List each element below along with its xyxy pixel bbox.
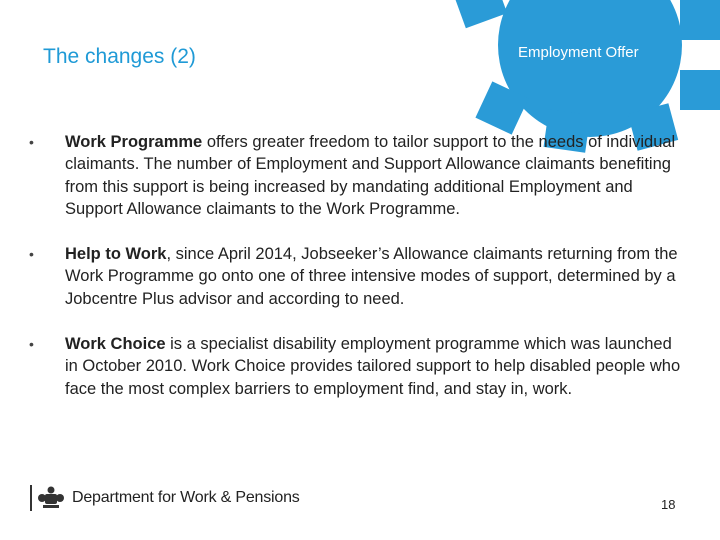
slide-title: The changes (2)	[43, 45, 196, 68]
bullet-list	[28, 131, 688, 423]
bullet-item	[28, 333, 688, 400]
logo-divider	[30, 485, 32, 511]
page-number: 18	[661, 497, 676, 512]
bullet-heading: Work Programme	[65, 133, 203, 151]
bullet-text: offers greater freedom to tailor support to the needs of individual claimants. The number of Employment and Support Allowance claimants benefiting from this support is being increased by mandating additional Employment and Support Allowance claimants to the Work Programme.	[65, 133, 676, 218]
bullet-item	[28, 243, 688, 310]
department-logo	[30, 484, 300, 512]
bullet-text: , since April 2014, Jobseeker’s Allowance claimants returning from the Work Programme go onto one of three intensive modes of support, determined by a Jobcentre Plus advisor and according to need.	[65, 245, 678, 308]
bullet-text: is a specialist disability employment programme which was launched in October 2010. Work Choice provides tailored support to help disabled people who face the most complex barriers to employment find, and stay in, work.	[65, 335, 681, 398]
crest-icon	[36, 484, 66, 512]
bullet-heading: Work Choice	[65, 335, 166, 354]
bullet-dot: •	[29, 246, 34, 263]
bullet-dot: •	[29, 336, 34, 353]
bullet-item	[28, 131, 688, 220]
section-label: Employment Offer	[518, 44, 639, 61]
bullet-dot: •	[29, 134, 34, 150]
department-name: Department for Work & Pensions	[72, 489, 300, 506]
bullet-heading: Help to Work	[65, 245, 167, 264]
